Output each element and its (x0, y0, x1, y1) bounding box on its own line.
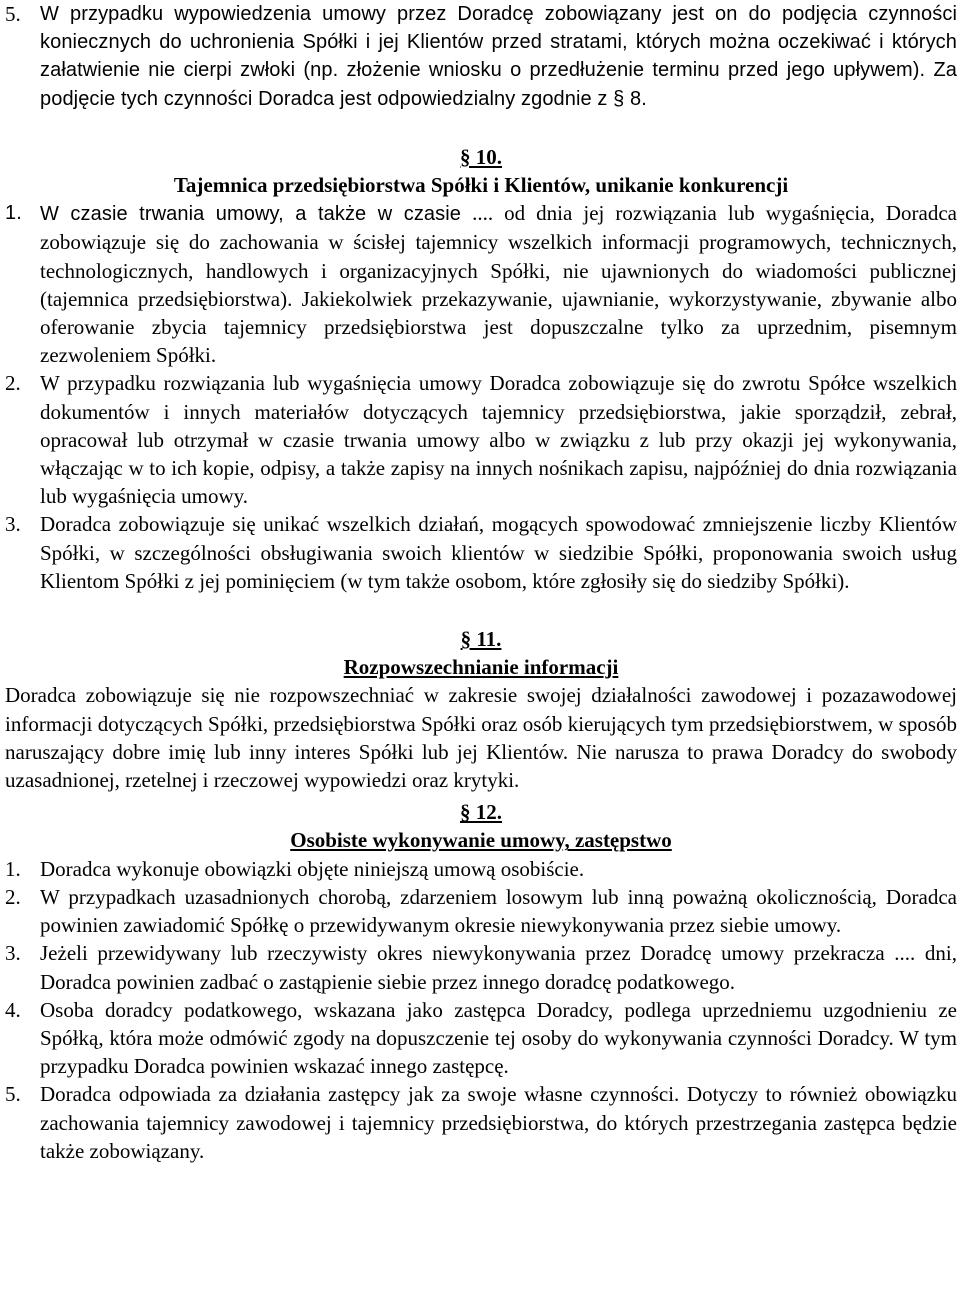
section12-item-1 (5, 855, 957, 883)
section10-item-2 (5, 369, 957, 510)
item-text: W przypadkach uzasadnionych chorobą, zdarzeniem losowym lub inną poważną okolicznością, Doradca powinien zawiadomić Spółkę o przewidywanym okresie niewykonywania przez siebie umowy. (40, 884, 957, 938)
item-text (40, 199, 957, 369)
item-number: 3. (5, 941, 21, 966)
section9-item-5 (5, 0, 957, 113)
section-11-title: Rozpowszechnianie informacji (343, 655, 619, 680)
section10-item-1 (5, 199, 957, 369)
item-text: Doradca zobowiązuje się unikać wszelkich działań, mogących spowodować zmniejszenie liczby Klientów Spółki, w szczególności obsługiwania swoich klientów w siedzibie Spółki, proponowania swoich usług Klientom Spółki z jej pominięciem (w tym także osobom, które zgłosiły się do siedziby Spółki). (40, 512, 957, 593)
section-11-number: § 11. (460, 627, 502, 652)
section12-item-2 (5, 883, 957, 939)
item-text: Doradca odpowiada za działania zastępcy jak za swoje własne czynności. Dotyczy to również obowiązku zachowania tajemnicy zawodowej i tajemnicy przedsiębiorstwa, do których przestrzegania zastępca będzie także zobowiązany. (40, 1082, 957, 1163)
section-11-paragraph: Doradca zobowiązuje się nie rozpowszechniać w zakresie swojej działalności zawodowej i pozazawodowej informacji dotyczących Spółki, przedsiębiorstwa Spółki oraz osób kierujących tym przedsiębiorstwem, w sposób naruszający dobre imię lub inny interes Spółki lub jej Klientów. Nie narusza to prawa Doradcy do swobody uzasadnionej, rzetelnej i rzeczowej wypowiedzi oraz krytyki. (5, 683, 957, 793)
item-number: 4. (5, 997, 21, 1022)
item-text: Osoba doradcy podatkowego, wskazana jako zastępca Doradcy, podlega uprzedniemu uzgodnieniu ze Spółką, która może odmówić zgody na dopuszczenie tej osoby do wykonywania czynności Doradcy. W tym przypadku Doradca powinien wskazać innego zastępcę. (40, 997, 957, 1079)
section12-item-3 (5, 939, 957, 995)
item-number: 1. (5, 202, 22, 225)
item-number: 2. (5, 371, 21, 396)
item-lead-text: W czasie trwania umowy, a także w czasie (40, 203, 462, 226)
item-number: 3. (5, 512, 21, 537)
item-text: W przypadku wypowiedzenia umowy przez Doradcę zobowiązany jest on do podjęcia czynności koniecznych do uchronienia Spółki i jej Klientów przed stratami, których można oczekiwać i których załatwienie nie cierpi zwłoki (np. złożenie wniosku o przedłużenie terminu przed jego upływem). Za podjęcie tych czynności Doradca jest odpowiedzialny zgodnie z § 8. (40, 3, 957, 110)
item-text: Jeżeli przewidywany lub rzeczywisty okres niewykonywania przez Doradcę umowy przekracza .... dni, Doradca powinien zadbać o zastąpienie siebie przez innego doradcę podatkowego. (40, 941, 957, 994)
section-10-title: Tajemnica przedsiębiorstwa Spółki i Klientów, unikanie konkurencji (173, 173, 789, 198)
section12-item-4 (5, 996, 957, 1081)
item-number: 1. (5, 856, 21, 881)
section12-item-5 (5, 1080, 957, 1165)
item-text: W przypadku rozwiązania lub wygaśnięcia umowy Doradca zobowiązuje się do zwrotu Spółce wszelkich dokumentów i innych materiałów dotyczących tajemnicy przedsiębiorstwa, jakie sporządził, zebrał, opracował lub otrzymał w czasie trwania umowy albo w związku z lub przy okazji jej wykonywania, włączając w to ich kopie, odpisy, a także zapisy na innych nośnikach zapisu, najpóźniej do dnia rozwiązania lub wygaśnięcia umowy. (40, 371, 957, 509)
section10-item-3 (5, 510, 957, 595)
item-body-text: .... od dnia jej rozwiązania lub wygaśnięcia, Doradca zobowiązuje się do zachowania w ścisłej tajemnicy wszelkich informacji programowych, technicznych, technologicznych, handlowych i organizacyjnych Spółki, nie ujawnionych do wiadomości publicznej (tajemnica przedsiębiorstwa). Jakiekolwiek przekazywanie, ujawnianie, wykorzystywanie, zbywanie albo oferowanie zbycia tajemnicy przedsiębiorstwa jest dopuszczalne tylko za uprzednim, pisemnym zezwoleniem Spółki. (40, 201, 958, 368)
item-text: Doradca wykonuje obowiązki objęte niniejszą umową osobiście. (40, 856, 585, 881)
section-10-number: § 10. (460, 144, 502, 169)
item-number: 5. (5, 2, 21, 26)
section-12-number: § 12. (460, 800, 502, 825)
section-12-title: Osobiste wykonywanie umowy, zastępstwo (290, 828, 672, 853)
item-number: 2. (5, 884, 21, 909)
item-number: 5. (5, 1082, 21, 1107)
